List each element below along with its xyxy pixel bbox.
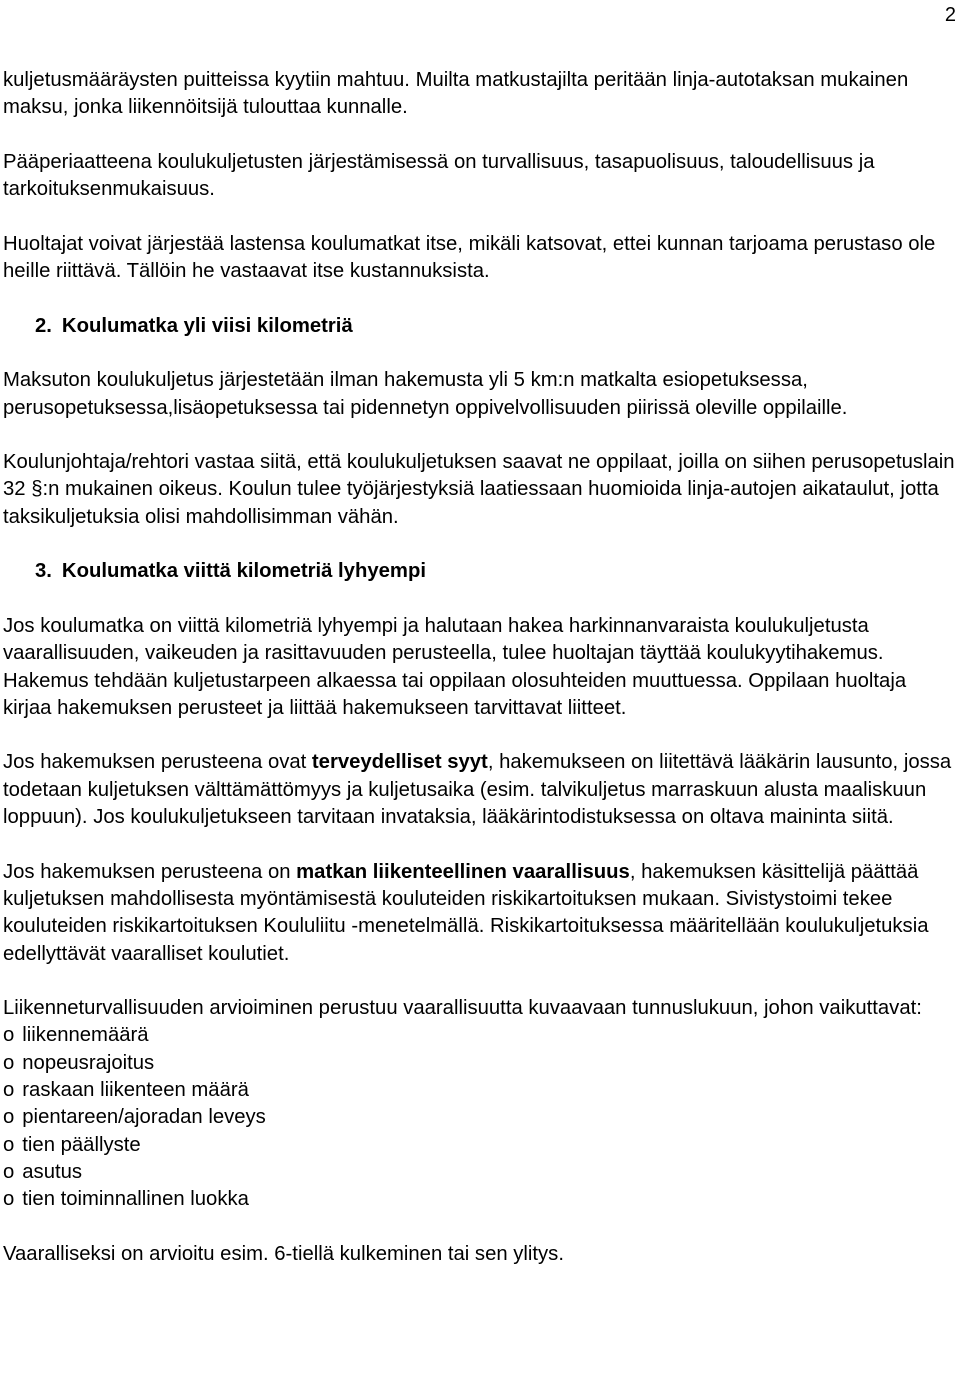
list-item [3, 1077, 955, 1104]
paragraph-transport-rules: kuljetusmääräysten puitteissa kyytiin mahtuu. Muilta matkustajilta peritään linja-autotaksan mukainen maksu, jonka liikennöitsijä tulouttaa kunnalle. [3, 69, 909, 119]
list-item-text: asutus [22, 1160, 83, 1183]
section-number: 3. [35, 560, 52, 583]
list-item [3, 1104, 955, 1131]
bullet: o [3, 1160, 15, 1183]
paragraph-principal-responsibility: Koulunjohtaja/rehtori vastaa siitä, että koulukuljetuksen saavat ne oppilaat, joilla on siihen perusopetuslain 32 §:n mukainen oikeus. Koulun tulee työjärjestyksiä laatiessaan huomioida linja-autojen aikataulut, jotta taksikuljetuksia olisi mahdollisimman vähän. [3, 451, 955, 528]
paragraph-safety-assessment: Liikenneturvallisuuden arvioiminen perustuu vaarallisuutta kuvaavaan tunnuslukuun, johon vaikuttavat: [3, 997, 922, 1020]
bullet: o [3, 1133, 15, 1156]
list-item-text: tien päällyste [22, 1133, 141, 1156]
list-item-text: raskaan liikenteen määrä [22, 1078, 249, 1101]
section-title: Koulumatka yli viisi kilometriä [61, 314, 353, 337]
bold-term-health-reasons: terveydelliset syyt [311, 751, 488, 774]
bullet: o [3, 1188, 15, 1211]
list-item [3, 1050, 955, 1077]
paragraph-application: Jos koulumatka on viittä kilometriä lyhyempi ja halutaan hakea harkinnanvaraista koulukuljetusta vaarallisuuden, vaikeuden ja rasittavuuden perusteella, tulee huoltajan täyttää koulukyytihakemus. Hakemus tehdään kuljetustarpeen alkaessa tai oppilaan olosuhteiden muuttuessa. Oppilaan huoltaja kirjaa hakemuksen perusteet ja liittää hakemukseen tarvittavat liitteet. [3, 614, 907, 719]
text-run: , hakemuksen käsittelijä päättää kuljetuksen mahdollisesta myöntämisestä kouluteiden riskikartoituksen mukaan. Sivistystoimi tekee kouluteiden riskikartoituksen Koululiitu -menetelmällä. Riskikartoituksessa määritellään koulukuljetuksia edellyttävät vaaralliset koulutiet. [3, 860, 929, 965]
paragraph-health-reasons [3, 749, 955, 831]
list-item-text: tien toiminnallinen luokka [22, 1188, 249, 1211]
text-run: , hakemukseen on liitettävä lääkärin lausunto, jossa todetaan kuljetuksen välttämättömyys ja kuljetusaika (esim. talvikuljetus marraskuun alusta maaliskuun loppuun). Jos koulukuljetukseen tarvitaan invataksia, lääkärintodistuksessa on oltava maininta siitä. [3, 751, 952, 829]
list-item [3, 1159, 955, 1186]
paragraph-guardians: Huoltajat voivat järjestää lastensa koulumatkat itse, mikäli katsovat, ettei kunnan tarjoama perustaso ole heille riittävä. Tällöin he vastaavat itse kustannuksista. [3, 232, 936, 283]
document-body [3, 67, 955, 1268]
paragraph-free-transport: Maksuton koulukuljetus järjestetään ilman hakemusta yli 5 km:n matkalta esiopetuksessa, perusopetuksessa,lisäopetuksessa tai pidennetyn oppivelvollisuuden piirissä oleville oppilaille. [3, 369, 848, 419]
list-item [3, 1022, 955, 1049]
paragraph-principles: Pääperiaatteena koulukuljetusten järjestämisessä on turvallisuus, tasapuolisuus, taloudellisuus ja tarkoituksenmukaisuus. [3, 150, 875, 201]
bullet: o [3, 1051, 15, 1074]
section-heading-over-five-km [3, 313, 955, 340]
bullet: o [3, 1024, 15, 1047]
bullet: o [3, 1106, 15, 1129]
list-item [3, 1132, 955, 1159]
list-item [3, 1186, 955, 1213]
list-item-text: pientareen/ajoradan leveys [22, 1106, 266, 1129]
text-run: Jos hakemuksen perusteena on [3, 860, 297, 883]
page-number: 2 [944, 4, 956, 26]
section-number: 2. [35, 314, 52, 337]
section-heading-under-five-km [3, 558, 955, 585]
list-item-text: liikennemäärä [22, 1024, 149, 1047]
paragraph-example-danger: Vaaralliseksi on arvioitu esim. 6-tiellä kulkeminen tai sen ylitys. [3, 1242, 564, 1265]
bold-term-traffic-danger: matkan liikenteellinen vaarallisuus [296, 860, 630, 883]
text-run: Jos hakemuksen perusteena ovat [3, 751, 312, 774]
paragraph-traffic-danger [3, 859, 955, 968]
factor-list [3, 1022, 955, 1213]
list-item-text: nopeusrajoitus [22, 1051, 155, 1074]
section-title: Koulumatka viittä kilometriä lyhyempi [61, 560, 426, 583]
bullet: o [3, 1078, 15, 1101]
